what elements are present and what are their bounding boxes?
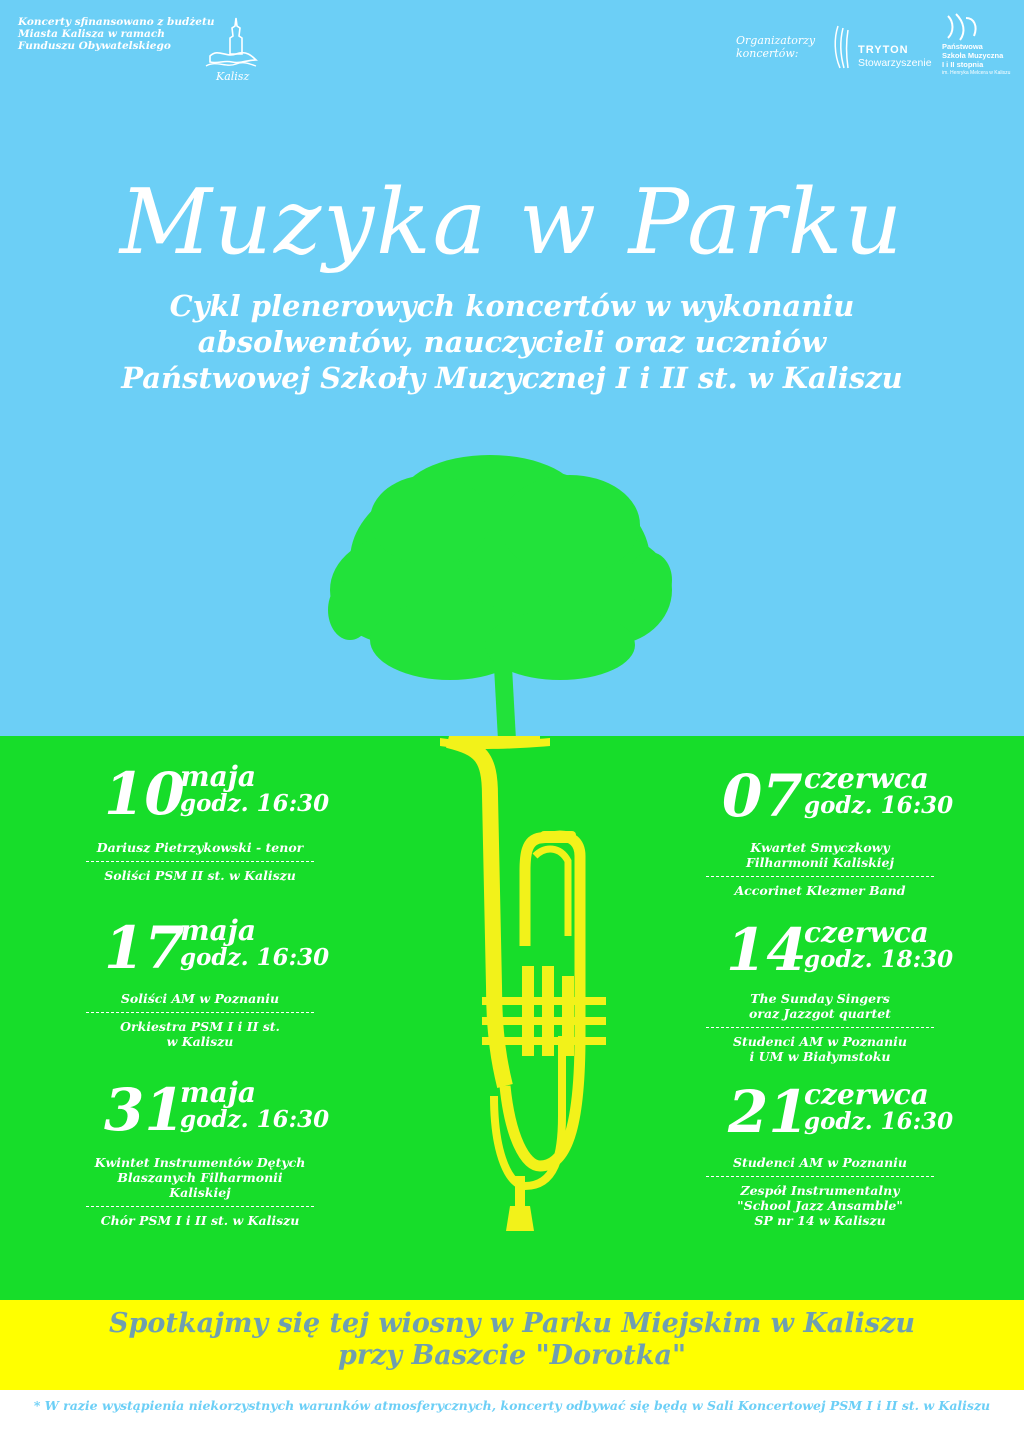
funding-line: Koncerty sfinansowano z budżetu (18, 16, 215, 28)
trumpet-illustration (430, 736, 620, 1236)
date-time: godz. 16:30 (180, 944, 330, 971)
concert-date-6 (728, 1078, 968, 1146)
date-day: 10 (104, 760, 185, 828)
psm-line: Państwowa (942, 42, 983, 51)
concert-date-5 (726, 916, 966, 984)
performer-line: The Sunday Singers (750, 991, 890, 1006)
location-tagline (0, 1308, 1024, 1372)
divider (706, 1176, 934, 1177)
tree-illustration (320, 440, 680, 740)
date-month: maja (180, 760, 257, 793)
psm-text (942, 42, 1010, 78)
date-month: czerwca (804, 916, 929, 949)
date-month: czerwca (804, 1078, 929, 1111)
date-day: 07 (722, 762, 803, 830)
date-time: godz. 18:30 (804, 946, 954, 973)
poster-title: Muzyka w Parku (119, 170, 905, 275)
performer-line: Chór PSM I i II st. w Kaliszu (100, 1213, 300, 1228)
performer-line: Kwartet Smyczkowy (750, 840, 890, 855)
kalisz-logo-text: Kalisz (216, 70, 250, 83)
psm-emblem-icon (944, 12, 982, 42)
tryton-logo (832, 24, 938, 70)
performer-line: Studenci AM w Poznaniu (733, 1155, 907, 1170)
date-day: 14 (726, 916, 807, 984)
performer-line: i UM w Białymstoku (749, 1049, 891, 1064)
organizers-label-line: koncertów: (736, 47, 799, 60)
concert-date-2 (104, 914, 330, 982)
performer-line: Kaliskiej (169, 1185, 231, 1200)
divider (706, 876, 934, 877)
funding-line: Miasta Kalisza w ramach (18, 28, 165, 40)
concert-program-5 (700, 991, 940, 1064)
date-time: godz. 16:30 (804, 792, 954, 819)
performer-line: Blaszanych Filharmonii (117, 1170, 283, 1185)
concert-date-3 (104, 1076, 330, 1144)
date-month: maja (180, 914, 257, 947)
divider (86, 1012, 314, 1013)
date-month: czerwca (804, 762, 929, 795)
performer-line: Zespół Instrumentalny (740, 1183, 900, 1198)
concert-program-2 (80, 991, 320, 1049)
performer-line: Filharmonii Kaliskiej (745, 855, 895, 870)
subtitle-line: absolwentów, nauczycieli oraz uczniów (197, 325, 827, 359)
date-day: 17 (104, 914, 185, 982)
weather-footnote: * W razie wystąpienia niekorzystnych warunków atmosferycznych, koncerty odbywać się będą w Sali Koncertowej PSM I i II st. w Kaliszu (33, 1398, 991, 1413)
tagline-line: Spotkajmy się tej wiosny w Parku Miejskim w Kaliszu (109, 1308, 915, 1339)
date-month: maja (180, 1076, 257, 1109)
tryton-name: TRYTON (858, 44, 909, 56)
performer-line: Orkiestra PSM I i II st. (120, 1019, 280, 1034)
performer-line: SP nr 14 w Kaliszu (754, 1213, 886, 1228)
performer-line: Accorinet Klezmer Band (734, 883, 906, 898)
performer-line: Studenci AM w Poznaniu (733, 1034, 907, 1049)
psm-line: I i II stopnia (942, 60, 984, 69)
performer-line: Soliści AM w Poznaniu (120, 991, 280, 1006)
funding-note (18, 16, 215, 52)
date-day: 31 (104, 1076, 185, 1144)
funding-line: Funduszu Obywatelskiego (18, 40, 171, 52)
divider (706, 1027, 934, 1028)
performer-line: oraz Jazzgot quartet (749, 1006, 891, 1021)
performer-line: Kwintet Instrumentów Dętych (94, 1155, 306, 1170)
concert-program-3 (80, 1155, 320, 1228)
psm-logo (940, 12, 1022, 92)
kalisz-logo (196, 14, 266, 84)
date-time: godz. 16:30 (180, 1106, 330, 1133)
date-day: 21 (728, 1078, 809, 1146)
organizers-label (736, 34, 826, 60)
concert-program-6 (700, 1155, 940, 1228)
performer-line: Dariusz Pietrzykowski - tenor (96, 840, 304, 855)
kalisz-tower-icon (196, 14, 266, 84)
psm-line: Szkoła Muzyczna (942, 51, 1004, 60)
subtitle-line: Cykl plenerowych koncertów w wykonaniu (169, 289, 855, 323)
concert-date-1 (104, 760, 330, 828)
performer-line: "School Jazz Ansamble" (737, 1198, 903, 1213)
concert-date-4 (722, 762, 962, 830)
divider (86, 861, 314, 862)
tryton-trident-icon (832, 24, 856, 70)
performer-line: Soliści PSM II st. w Kaliszu (104, 868, 296, 883)
concert-program-1 (80, 840, 320, 883)
divider (86, 1206, 314, 1207)
date-time: godz. 16:30 (804, 1108, 954, 1135)
subtitle-line: Państwowej Szkoły Muzycznej I i II st. w Kaliszu (121, 361, 903, 395)
poster-subtitle (0, 288, 1024, 396)
performer-line: w Kaliszu (166, 1034, 234, 1049)
tryton-subtitle: Stowarzyszenie (858, 57, 932, 69)
psm-small-line: im. Henryka Melcera w Kaliszu (942, 70, 1011, 76)
concert-program-4 (700, 840, 940, 898)
organizers-label-line: Organizatorzy (736, 34, 816, 47)
tagline-line: przy Baszcie "Dorotka" (337, 1340, 687, 1371)
date-time: godz. 16:30 (180, 790, 330, 817)
